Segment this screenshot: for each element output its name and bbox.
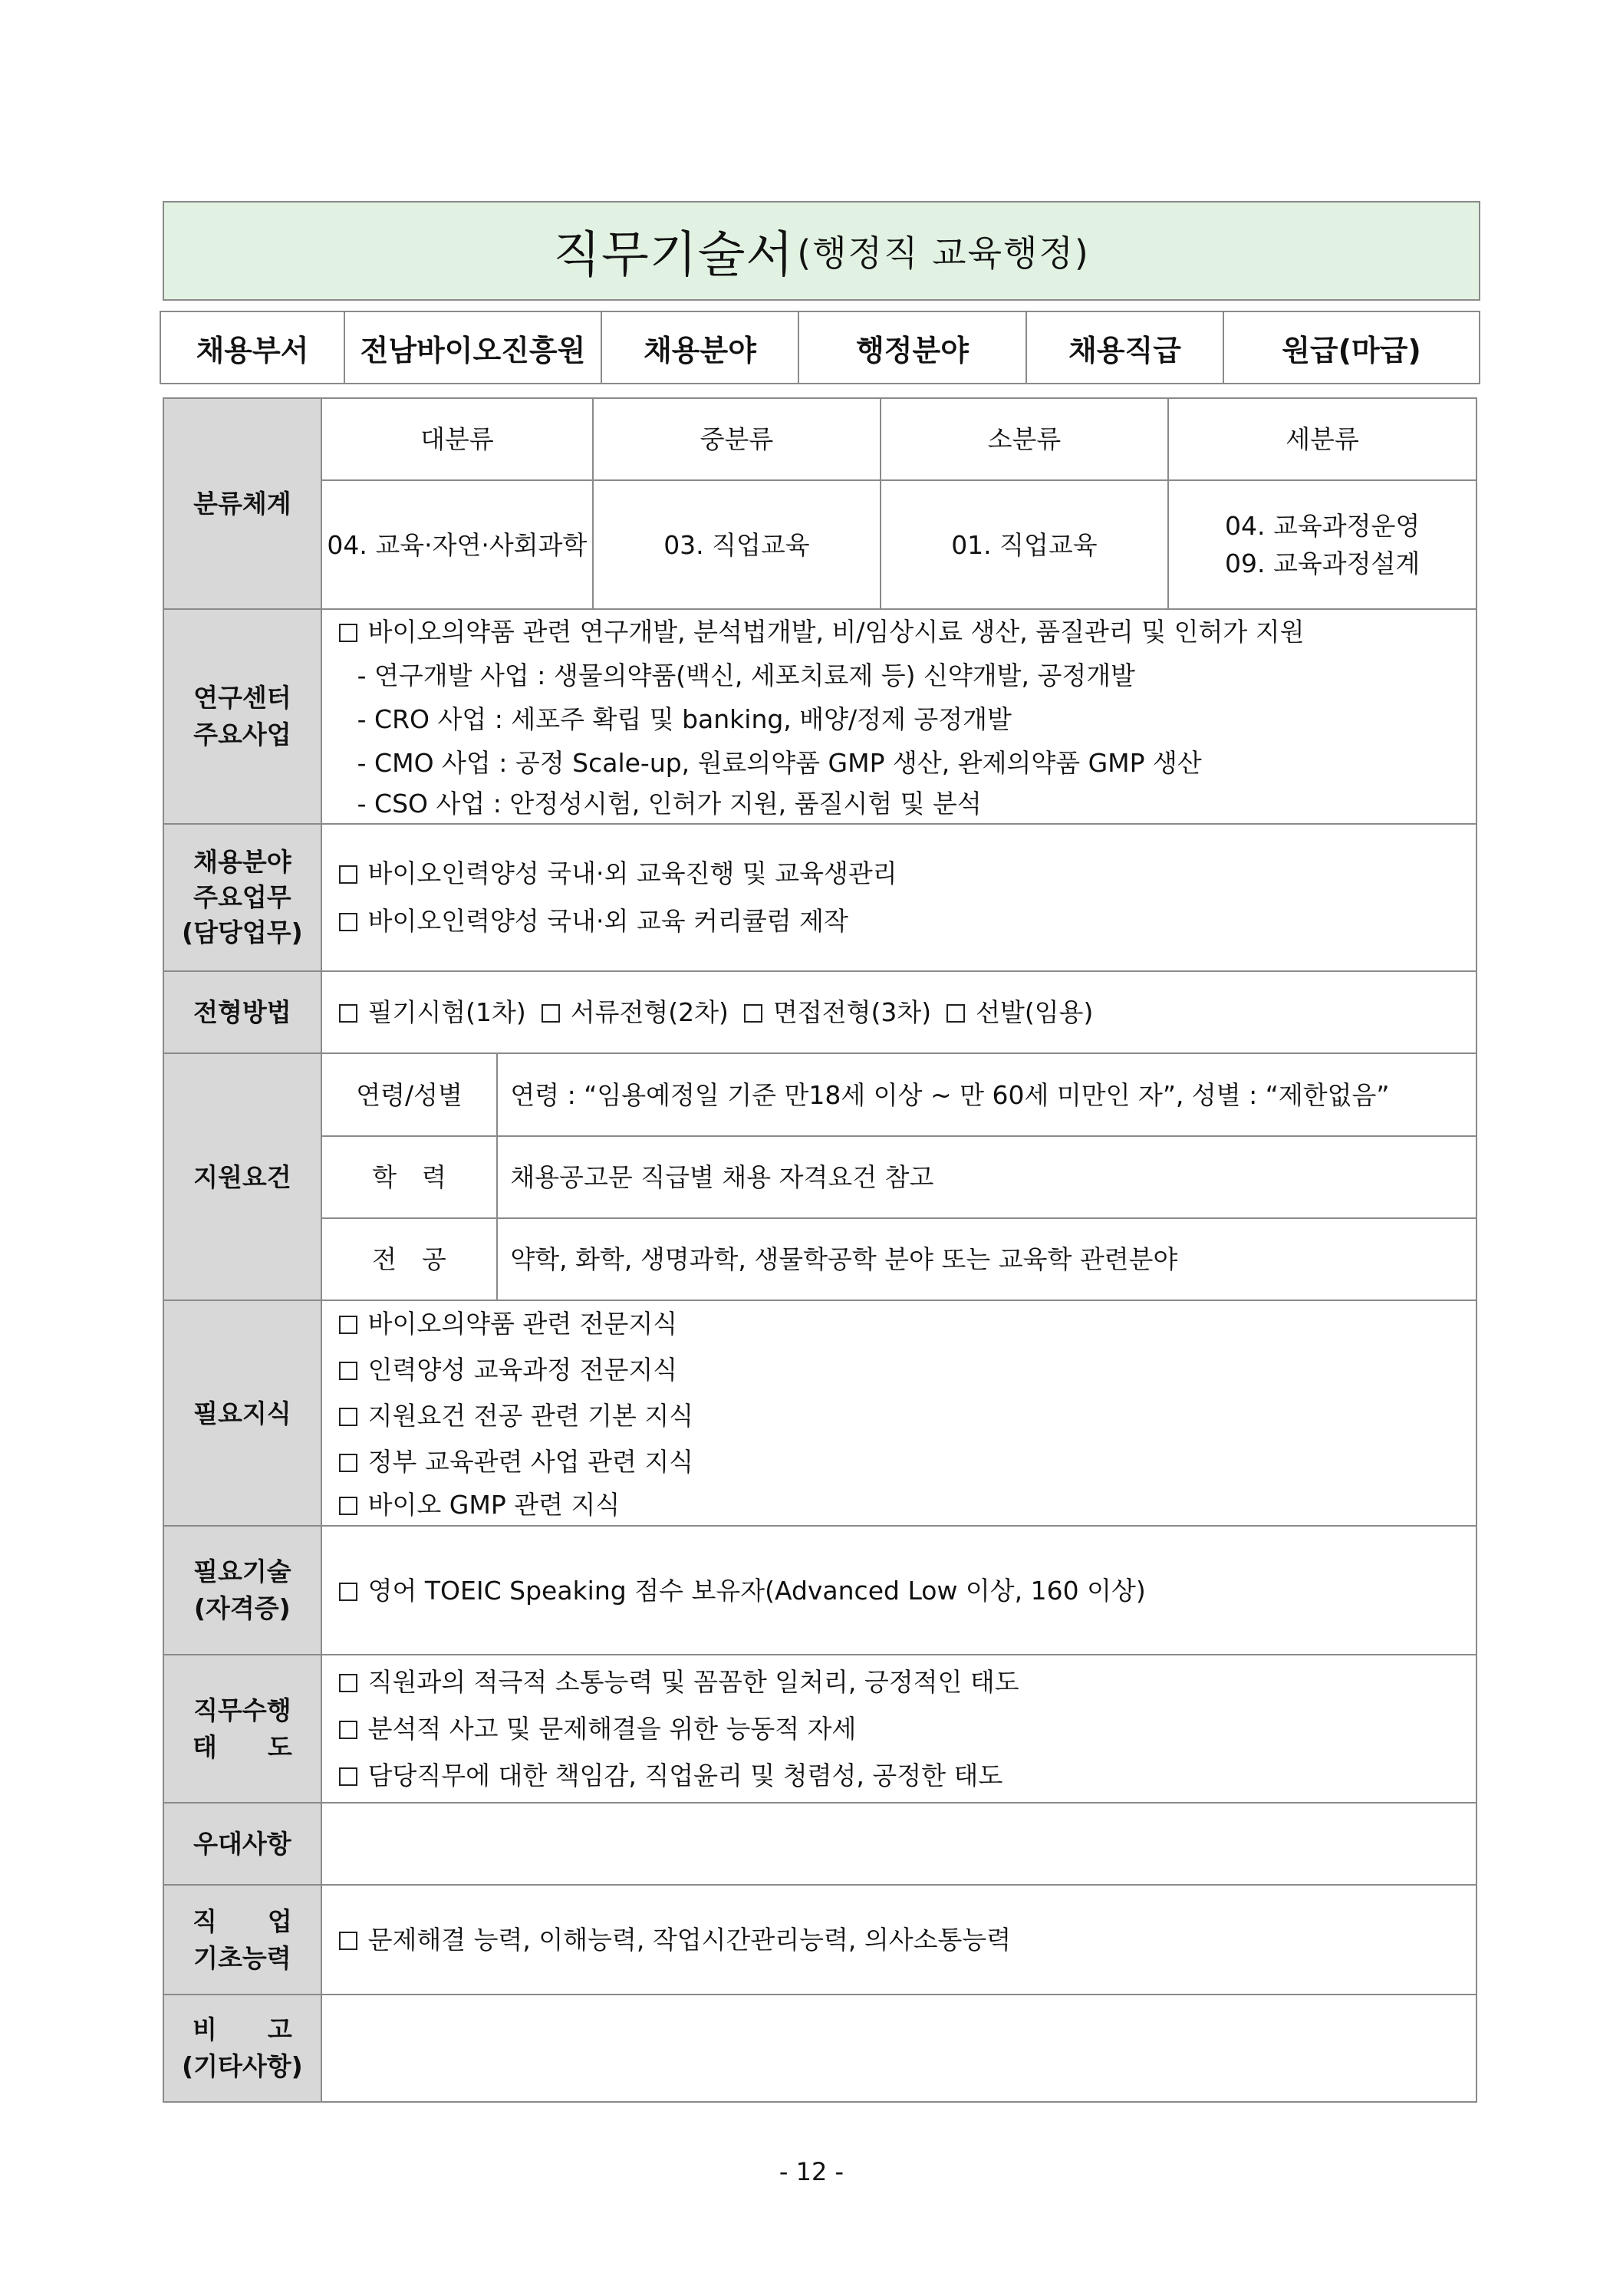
- checkbox-icon: [339, 1932, 357, 1950]
- checkbox-icon: [339, 1362, 357, 1380]
- basic-ability-content: [321, 1885, 1477, 1995]
- preference-content: [321, 1803, 1477, 1885]
- page-number: - 12 -: [779, 2157, 844, 2186]
- checkbox-icon: [339, 1004, 357, 1023]
- skills-label: 필요기술 (자격증): [163, 1526, 321, 1655]
- remarks-label: 비 고 (기타사항): [163, 1995, 321, 2102]
- research-item: - CRO 사업 : 세포주 확립 및 banking, 배양/정제 공정개발: [357, 704, 1012, 734]
- attitude-item: 직원과의 적극적 소통능력 및 꼼꼼한 일처리, 긍정적인 태도: [339, 1659, 1476, 1705]
- basic-ability-label: 직 업 기초능력: [163, 1885, 321, 1995]
- skill-item: 영어 TOEIC Speaking 점수 보유자(Advanced Low 이상, 160 이상): [339, 1578, 1476, 1603]
- checkbox-icon: [339, 1674, 357, 1692]
- attitude-content: [321, 1655, 1477, 1803]
- attitude-item: 담당직무에 대한 책임감, 직업윤리 및 청렴성, 공정한 태도: [339, 1752, 1476, 1799]
- knowledge-item: 바이오의약품 관련 전문지식: [339, 1301, 1476, 1347]
- classification-header: 세분류: [1168, 398, 1477, 480]
- header-table: [160, 311, 1480, 384]
- selection-label: 전형방법: [163, 971, 321, 1053]
- checkbox-icon: [946, 1004, 965, 1023]
- job-description-table: [163, 397, 1477, 2103]
- research-item: - 연구개발 사업 : 생물의약품(백신, 세포치료제 등) 신약개발, 공정개발: [357, 660, 1136, 690]
- requirement-value: 채용공고문 직급별 채용 자격요건 참고: [497, 1136, 1477, 1218]
- classification-major: 04. 교육·자연·사회과학: [321, 480, 594, 609]
- rank-label: 채용직급: [1026, 311, 1223, 384]
- dept-value: 전남바이오진흥원: [344, 311, 601, 384]
- title-main: 직무기술서: [553, 227, 795, 284]
- duty-item: 바이오인력양성 국내·외 교육 커리큘럼 제작: [339, 898, 1476, 945]
- checkbox-icon: [339, 1497, 357, 1515]
- checkbox-icon: [339, 1408, 357, 1426]
- checkbox-icon: [339, 1767, 357, 1786]
- requirements-label: 지원요건: [163, 1053, 321, 1300]
- duty-item: 바이오인력양성 국내·외 교육진행 및 교육생관리: [339, 850, 1476, 898]
- research-label: 연구센터 주요사업: [163, 609, 321, 824]
- classification-header: 소분류: [881, 398, 1169, 480]
- field-label: 채용분야: [601, 311, 798, 384]
- requirement-value: 약학, 화학, 생명과학, 생물학공학 분야 또는 교육학 관련분야: [497, 1218, 1477, 1300]
- attitude-label: 직무수행 태 도: [163, 1655, 321, 1803]
- classification-header: 대분류: [321, 398, 594, 480]
- requirement-name: 연령/성별: [321, 1053, 498, 1136]
- requirement-value: 연령 : “임용예정일 기준 만18세 이상 ~ 만 60세 미만인 자”, 성별 : “제한없음”: [497, 1053, 1477, 1136]
- requirement-name: 전 공: [321, 1218, 498, 1300]
- classification-header: 중분류: [593, 398, 881, 480]
- checkbox-icon: [339, 865, 357, 884]
- knowledge-item: 바이오 GMP 관련 지식: [339, 1485, 1476, 1525]
- knowledge-item: 정부 교육관련 사업 관련 지식: [339, 1439, 1476, 1485]
- dept-label: 채용부서: [160, 311, 344, 384]
- knowledge-label: 필요지식: [163, 1300, 321, 1526]
- selection-items: 필기시험(1차) 서류전형(2차) 면접전형(3차) 선발(임용): [339, 1000, 1476, 1025]
- knowledge-item: 인력양성 교육과정 전문지식: [339, 1347, 1476, 1393]
- knowledge-content: [321, 1300, 1477, 1526]
- selection-content: [321, 971, 1477, 1053]
- skills-content: [321, 1526, 1477, 1655]
- attitude-item: 분석적 사고 및 문제해결을 위한 능동적 자세: [339, 1705, 1476, 1752]
- title-sub: (행정직 교육행정): [797, 232, 1090, 274]
- detail-item: 09. 교육과정설계: [1224, 548, 1421, 578]
- checkbox-icon: [339, 913, 357, 931]
- preference-label: 우대사항: [163, 1803, 321, 1885]
- duties-content: [321, 824, 1477, 971]
- checkbox-icon: [339, 624, 357, 642]
- field-value: 행정분야: [798, 311, 1026, 384]
- document-title: [163, 201, 1480, 301]
- remarks-content: [321, 1995, 1477, 2102]
- checkbox-icon: [542, 1004, 560, 1023]
- research-content: [321, 609, 1477, 824]
- research-item: 바이오의약품 관련 연구개발, 분석법개발, 비/임상시료 생산, 품질관리 및 인허가 지원: [339, 610, 1476, 654]
- checkbox-icon: [339, 1454, 357, 1472]
- checkbox-icon: [744, 1004, 762, 1023]
- research-item: - CSO 사업 : 안정성시험, 인허가 지원, 품질시험 및 분석: [357, 789, 982, 819]
- rank-value: 원급(마급): [1223, 311, 1480, 384]
- classification-middle: 03. 직업교육: [593, 480, 881, 609]
- requirement-name: 학 력: [321, 1136, 498, 1218]
- basic-ability-item: 문제해결 능력, 이해능력, 작업시간관리능력, 의사소통능력: [339, 1927, 1476, 1952]
- checkbox-icon: [339, 1721, 357, 1739]
- research-item: - CMO 사업 : 공정 Scale-up, 원료의약품 GMP 생산, 완제의약품 GMP 생산: [357, 748, 1202, 778]
- classification-detail: [1168, 480, 1477, 609]
- checkbox-icon: [339, 1316, 357, 1334]
- detail-item: 04. 교육과정운영: [1224, 510, 1421, 541]
- classification-minor: 01. 직업교육: [881, 480, 1169, 609]
- knowledge-item: 지원요건 전공 관련 기본 지식: [339, 1393, 1476, 1439]
- classification-label: 분류체계: [163, 398, 321, 609]
- duties-label: 채용분야 주요업무 (담당업무): [163, 824, 321, 971]
- checkbox-icon: [339, 1583, 357, 1601]
